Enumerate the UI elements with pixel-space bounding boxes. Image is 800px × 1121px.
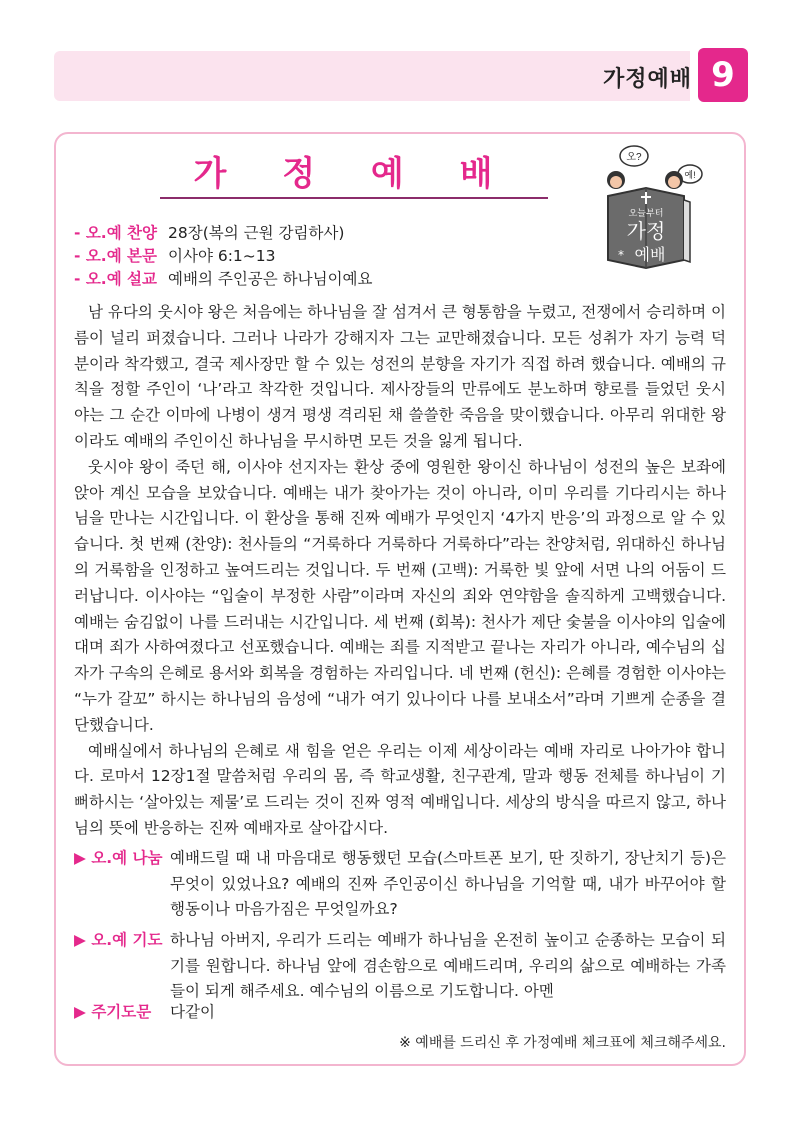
meta-value: 이사야 6:1~13 — [168, 247, 276, 265]
title-underline — [160, 197, 548, 199]
logo-text-bottom: 예배 — [634, 245, 666, 264]
section-label: ▶ 오.예 기도 — [74, 931, 163, 949]
meta-value: 28장(복의 근원 강림하사) — [168, 224, 345, 242]
header-title: 가정예배 — [602, 67, 692, 92]
sermon-body — [74, 300, 726, 842]
svg-text:*: * — [618, 248, 624, 262]
section-text: 예배드릴 때 내 마음대로 행동했던 모습(스마트폰 보기, 딴 짓하기, 장난치기 등)은 무엇이 있었나요? 예배의 진짜 주인공이신 하나님을 기억할 때, 내가 바꾸어야 할 행동이나 마음가짐은 무엇일까요? — [170, 849, 726, 918]
meta-value: 예배의 주인공은 하나님이예요 — [168, 270, 373, 288]
paragraph: 남 유다의 웃시야 왕은 처음에는 하나님을 잘 섬겨서 큰 형통함을 누렸고, 전쟁에서 승리하며 이름이 널리 퍼졌습니다. 그러나 나라가 강해지자 그는 교만해졌습니다. 모든 성취가 자기 능력 덕분이라 착각했고, 결국 제사장만 할 수 있는 성전의 분향을 자기가 직접 하려 했습니다. 예배의 규칙을 정할 주인이 ‘나’라고 착각한 것입니다. 제사장들의 만류에도 분노하며 향로를 들었던 웃시야는 그 순간 이마에 나병이 생겨 평생 격리된 채 쓸쓸한 죽음을 맞이했습니다. 아무리 위대한 왕이라도 예배의 주인이신 하나님을 무시하면 모든 것을 잃게 됩니다. — [74, 303, 726, 450]
section-label: ▶ 주기도문 — [74, 1003, 152, 1021]
logo-text-top: 오늘부터 — [628, 209, 664, 219]
meta-hymn — [74, 222, 344, 244]
family-worship-logo — [590, 140, 710, 270]
meta-label: - 오.예 설교 — [74, 270, 158, 288]
meta-label: - 오.예 본문 — [74, 247, 158, 265]
checklist-note: ※ 예배를 드리신 후 가정예배 체크표에 체크해주세요. — [399, 1035, 726, 1051]
section-label: ▶ 오.예 나눔 — [74, 849, 163, 867]
section-text: 하나님 아버지, 우리가 드리는 예배가 하나님을 온전히 높이고 순종하는 모습이 되기를 원합니다. 하나님 앞에 겸손함으로 예배드리며, 우리의 삶으로 예배하는 가족들이 되게 해주세요. 예수님의 이름으로 기도합니다. 아멘 — [170, 931, 726, 1000]
section-sharing — [74, 846, 726, 926]
page-title: 가 정 예 배 — [193, 154, 515, 194]
bubble2-text: 예! — [684, 170, 696, 180]
section-lords-prayer — [74, 1000, 726, 1026]
meta-label: - 오.예 찬양 — [74, 224, 158, 242]
section-text: 다같이 — [170, 1003, 215, 1021]
meta-scripture — [74, 245, 276, 267]
bubble1-text: 오? — [626, 152, 642, 163]
logo-text-mid: 가정 — [626, 219, 666, 243]
paragraph: 웃시야 왕이 죽던 해, 이사야 선지자는 환상 중에 영원한 왕이신 하나님이 성전의 높은 보좌에 앉아 계신 모습을 보았습니다. 예배는 내가 찾아가는 것이 아니라, 이미 우리를 기다리시는 하나님을 만나는 시간입니다. 이 환상을 통해 진짜 예배가 무엇인지 ‘4가지 반응’의 과정으로 알 수 있습니다. 첫 번째 (찬양): 천사들의 “거룩하다 거룩하다 거룩하다”라는 찬양처럼, 위대하신 하나님의 거룩함을 인정하고 높여드리는 것입니다. 두 번째 (고백): 거룩한 빛 앞에 서면 나의 어둠이 드러납니다. 이사야는 “입술이 부정한 사람”이라며 자신의 죄와 연약함을 솔직하게 고백했습니다. 예배는 숨김없이 나를 드러내는 시간입니다. 세 번째 (회복): 천사가 제단 숯불을 이사야의 입술에 대며 죄가 사하여졌다고 선포했습니다. 예배는 죄를 지적받고 끝나는 자리가 아니라, 예수님의 십자가 구속의 은혜로 용서와 회복을 경험하는 자리입니다. 네 번째 (헌신): 은혜를 경험한 이사야는 “누가 갈꼬” 하시는 하나님의 음성에 “내가 여기 있나이다 나를 보내소서”라며 기쁘게 순종을 결단했습니다. — [74, 457, 726, 734]
page-number-badge: 9 — [698, 48, 748, 102]
header-bar — [54, 51, 690, 101]
paragraph: 예배실에서 하나님의 은혜로 새 힘을 얻은 우리는 이제 세상이라는 예배 자리로 나아가야 합니다. 로마서 12장1절 말씀처럼 우리의 몸, 즉 학교생활, 친구관계, 말과 행동 전체를 하나님이 기뻐하시는 ‘살아있는 제물’로 드리는 것이 진짜 영적 예배입니다. 세상의 방식을 따르지 않고, 하나님의 뜻에 반응하는 진짜 예배자로 살아갑시다. — [74, 741, 726, 837]
meta-sermon — [74, 268, 373, 290]
section-prayer — [74, 928, 726, 998]
